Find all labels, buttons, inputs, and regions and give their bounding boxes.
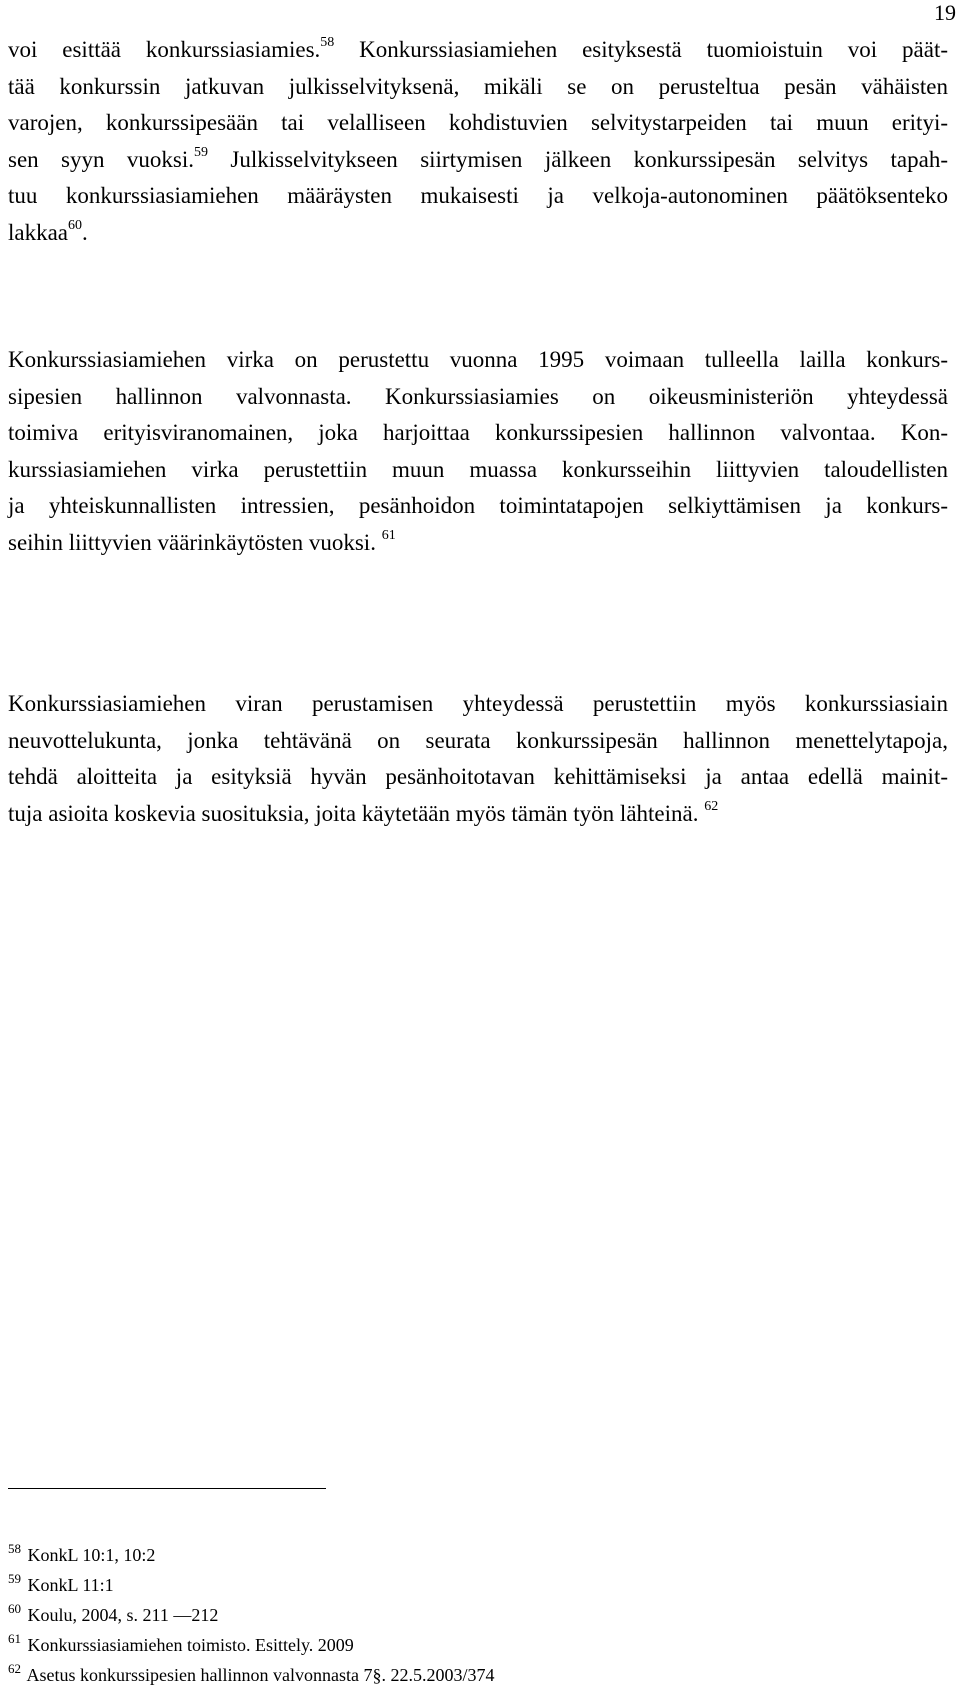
footnote-60 xyxy=(8,1600,908,1630)
text-line: varojen, konkurssipesään tai velalliseen kohdistuvien selvitystarpeiden tai muun erityi- xyxy=(8,110,948,135)
text-line: tehdä aloitteita ja esityksiä hyvän pesänhoitotavan kehittämiseksi ja antaa edellä mainit- xyxy=(8,764,948,789)
text-line: ja yhteiskunnallisten intressien, pesänhoidon toimintatapojen selkiyttämisen ja konkurs- xyxy=(8,493,948,518)
text-line: toimiva erityisviranomainen, joka harjoittaa konkurssipesien hallinnon valvontaa. Kon- xyxy=(8,420,948,445)
paragraph-2 xyxy=(8,342,948,561)
text-line: kurssiasiamiehen virka perustettiin muun muassa konkursseihin liittyvien taloudellisten xyxy=(8,456,948,482)
footnote-61 xyxy=(8,1630,908,1660)
footnote-number: 58 xyxy=(8,1541,21,1556)
footnote-58 xyxy=(8,1540,908,1570)
footnote-number: 62 xyxy=(8,1661,21,1676)
footnote-59 xyxy=(8,1570,908,1600)
footnote-ref-62[interactable]: 62 xyxy=(704,798,719,814)
footnote-ref-60[interactable]: 60 xyxy=(68,217,83,233)
footnote-text: Asetus konkurssipesien hallinnon valvonnasta 7§. 22.5.2003/374 xyxy=(26,1665,495,1685)
paragraph-1 xyxy=(8,32,948,251)
text-line: Konkurssiasiamiehen viran perustamisen yhteydessä perustettiin myös konkurssiasiain xyxy=(8,691,948,716)
footnote-ref-61[interactable]: 61 xyxy=(381,527,396,543)
text-line: voi esittää konkurssiasiamies.$^{58}$ Konkurssiasiamiehen esityksestä tuomioistuin voi päät- xyxy=(8,35,948,62)
footnote-number: 61 xyxy=(8,1631,21,1646)
text-line: tuu konkurssiasiamiehen määräysten mukaisesti ja velkoja-autonominen päätöksenteko xyxy=(8,183,948,208)
text-line: sen syyn vuoksi.$^{59}$ Julkisselvitykseen siirtymisen jälkeen konkurssipesän selvitys tapah- xyxy=(8,144,948,172)
text-line: Konkurssiasiamiehen virka on perustettu vuonna 1995 voimaan tulleella lailla konkurs- xyxy=(8,347,948,372)
footnote-ref-59[interactable]: 59 xyxy=(194,144,209,160)
text-line: neuvottelukunta, jonka tehtävänä on seurata konkurssipesän hallinnon menettelytapoja, xyxy=(8,727,948,753)
footnote-number: 59 xyxy=(8,1571,21,1586)
text-line: lakkaa$^{60}$. xyxy=(8,217,88,245)
footnote-ref-58[interactable]: 58 xyxy=(320,35,335,51)
footnote-text: KonkL 11:1 xyxy=(27,1575,114,1595)
footnote-text: KonkL 10:1, 10:2 xyxy=(27,1545,156,1565)
text-line: tää konkurssin jatkuvan julkisselvityksenä, mikäli se on perusteltua pesän vähäisten xyxy=(8,73,948,99)
footnote-text: Koulu, 2004, s. 211 —212 xyxy=(27,1605,219,1625)
footnote-62 xyxy=(8,1660,908,1690)
page-number: 19 xyxy=(934,0,956,25)
text-line: sipesien hallinnon valvonnasta. Konkurssiasiamies on oikeusministeriön yhteydessä xyxy=(8,383,948,409)
footnote-text: Konkurssiasiamiehen toimisto. Esittely. 2009 xyxy=(27,1635,354,1655)
footnote-number: 60 xyxy=(8,1601,21,1616)
text-line: tuja asioita koskevia suosituksia, joita käytetään myös tämän työn lähteinä. $^{62}$ xyxy=(8,798,719,826)
paragraph-3 xyxy=(8,686,948,832)
footnotes xyxy=(8,1540,908,1690)
footnote-divider xyxy=(8,1488,326,1489)
text-line: seihin liittyvien väärinkäytösten vuoksi. $^{61}$ xyxy=(8,527,396,555)
